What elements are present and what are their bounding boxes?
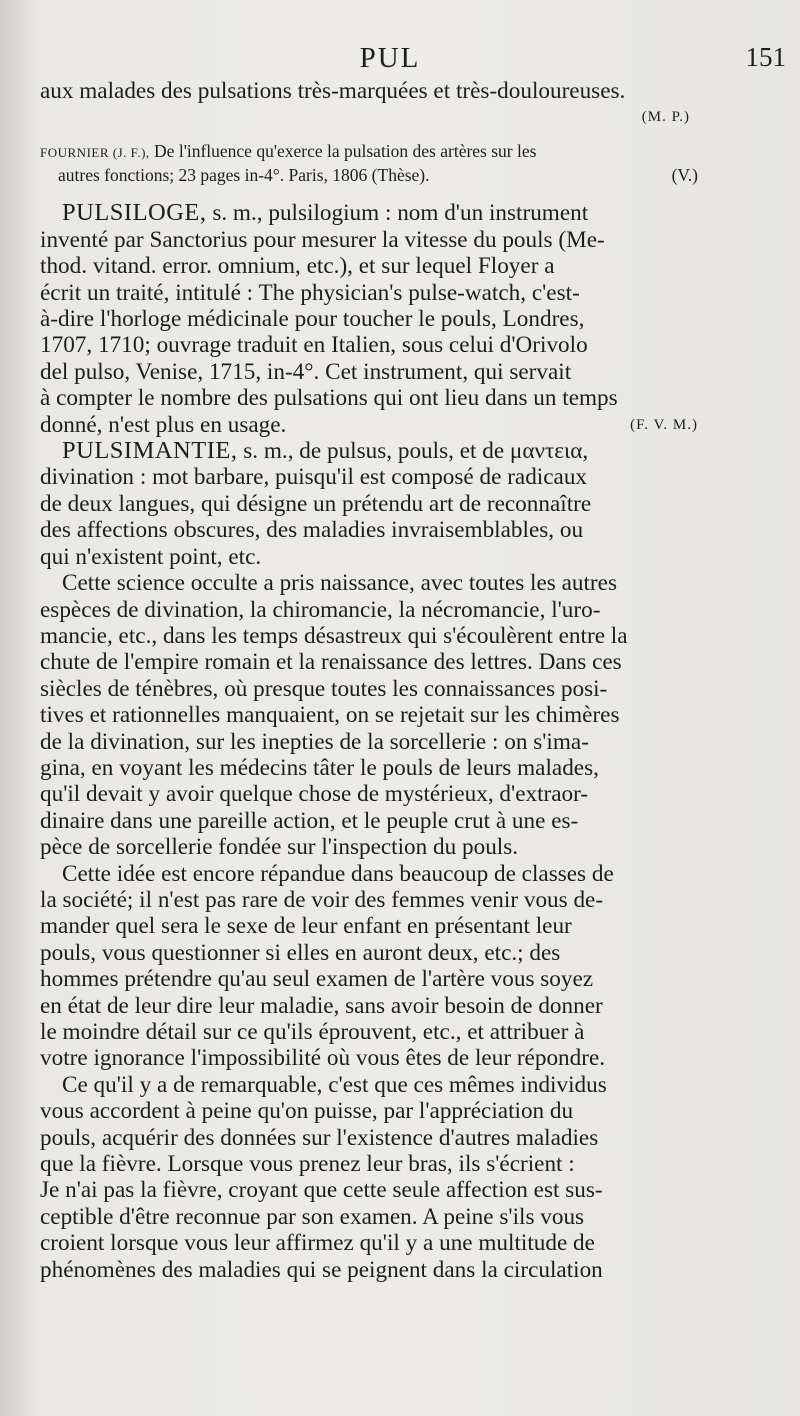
paragraph-line: Cette idée est encore répandue dans beaucoup de classes de (62, 860, 614, 887)
pulsimantie-line: s. m., de pulsus, pouls, et de μαντεια, (243, 438, 589, 465)
pulsimantie-line: qui n'existent point, etc. (40, 543, 262, 570)
paragraph-line: mander quel sera le sexe de leur enfant en présentant leur (40, 913, 572, 940)
paragraph-line: Je n'ai pas la fièvre, croyant que cette seule affection est sus- (40, 1177, 603, 1204)
pulsiloge-signature: (F. V. M.) (630, 416, 698, 433)
paragraph-line: en état de leur dire leur maladie, sans avoir besoin de donner (40, 992, 603, 1019)
reference-details: autres fonctions; 23 pages in-4°. Paris, 1806 (Thèse). (58, 165, 430, 186)
paragraph-line: pèce de sorcellerie fondée sur l'inspection du pouls. (40, 834, 519, 861)
pulsimantie-line: divination : mot barbare, puisqu'il est composé de radicaux (40, 464, 588, 491)
paragraph-line: la société; il n'est pas rare de voir des femmes venir vous de- (40, 886, 604, 913)
bibliographic-reference (40, 140, 698, 186)
pulsiloge-line: thod. vitand. error. omnium, etc.), et sur lequel Floyer a (40, 253, 555, 280)
paragraph-line: gina, en voyant les médecins tâter le pouls de leurs malades, (40, 754, 599, 781)
page-body (40, 78, 698, 1283)
headword-pulsimantie: PULSIMANTIE, (62, 437, 238, 465)
pulsiloge-line: à-dire l'horloge médicinale pour toucher le pouls, Londres, (40, 306, 585, 333)
pulsimantie-line: des affections obscures, des maladies invraisemblables, ou (40, 517, 584, 544)
entry-pulsiloge (40, 200, 698, 438)
headword-pulsiloge: PULSILOGE, (62, 199, 207, 227)
paragraph-line: votre ignorance l'impossibilité où vous êtes de leur répondre. (40, 1045, 606, 1072)
paragraph-line: tives et rationnelles manquaient, on se rejetait sur les chimères (40, 702, 620, 729)
pulsimantie-line: de deux langues, qui désigne un prétendu art de reconnaître (40, 490, 592, 517)
pulsiloge-line: inventé par Sanctorius pour mesurer la vitesse du pouls (Me- (40, 226, 605, 253)
pulsiloge-line: écrit un traité, intitulé : The physician's pulse-watch, c'est- (40, 279, 580, 306)
paragraph-line: Cette science occulte a pris naissance, avec toutes les autres (62, 570, 617, 597)
paragraph-line: croient lorsque vous leur affirmez qu'il y a une multitude de (40, 1230, 595, 1257)
paragraph-line: vous accordent à peine qu'on puisse, par l'appréciation du (40, 1098, 574, 1125)
paragraph-line: mancie, etc., dans les temps désastreux qui s'écoulèrent entre la (40, 622, 628, 649)
paragraph-line: dinaire dans une pareille action, et le peuple crut à une es- (40, 807, 579, 834)
page-number: 151 (745, 42, 786, 72)
paragraph-line: qu'il devait y avoir quelque chose de mystérieux, d'extraor- (40, 781, 589, 808)
paragraph-line: que la fièvre. Lorsque vous prenez leur bras, ils s'écrient : (40, 1151, 575, 1178)
paragraph-line: ceptible d'être reconnue par son examen. A peine s'ils vous (40, 1203, 585, 1230)
paragraph-line: siècles de ténèbres, où presque toutes les connaissances posi- (40, 675, 608, 702)
running-title: PUL (359, 42, 421, 74)
paragraph-line: phénomènes des maladies qui se peignent dans la circulation (40, 1256, 603, 1283)
reference-title: De l'influence qu'exerce la pulsation des artères sur les (154, 141, 537, 162)
entry-pulsimantie (40, 438, 698, 1283)
previous-entry-signature: (M. P.) (641, 109, 690, 126)
reference-signature: (V.) (671, 165, 698, 186)
paragraph-line: chute de l'empire romain et la renaissance des lettres. Dans ces (40, 649, 622, 676)
pulsiloge-line: donné, n'est plus en usage. (40, 411, 287, 438)
paragraph-line: espèces de divination, la chiromancie, la nécromancie, l'uro- (40, 596, 601, 623)
paragraph-line: Ce qu'il y a de remarquable, c'est que ces mêmes individus (62, 1071, 607, 1098)
pulsiloge-line: s. m., pulsilogium : nom d'un instrument (212, 200, 589, 227)
paragraph-line: pouls, vous questionner si elles en auront deux, etc.; des (40, 939, 561, 966)
previous-entry-ending: aux malades des pulsations très-marquées et très-douloureuses. (40, 78, 626, 104)
pulsiloge-line: del pulso, Venise, 1715, in-4°. Cet instrument, qui servait (40, 358, 572, 385)
paragraph-line: pouls, acquérir des données sur l'existence d'autres maladies (40, 1124, 599, 1151)
paragraph-line: de la divination, sur les inepties de la sorcellerie : on s'ima- (40, 728, 589, 755)
page-header (0, 42, 800, 78)
pulsiloge-line: à compter le nombre des pulsations qui ont lieu dans un temps (40, 385, 618, 412)
paragraph-line: le moindre détail sur ce qu'ils éprouvent, etc., et attribuer à (40, 1019, 585, 1045)
pulsiloge-line: 1707, 1710; ouvrage traduit en Italien, sous celui d'Orivolo (40, 332, 588, 359)
paragraph-line: hommes prétendre qu'au seul examen de l'artère vous soyez (40, 966, 594, 993)
reference-author: FOURNIER (J. F.), (40, 145, 150, 161)
